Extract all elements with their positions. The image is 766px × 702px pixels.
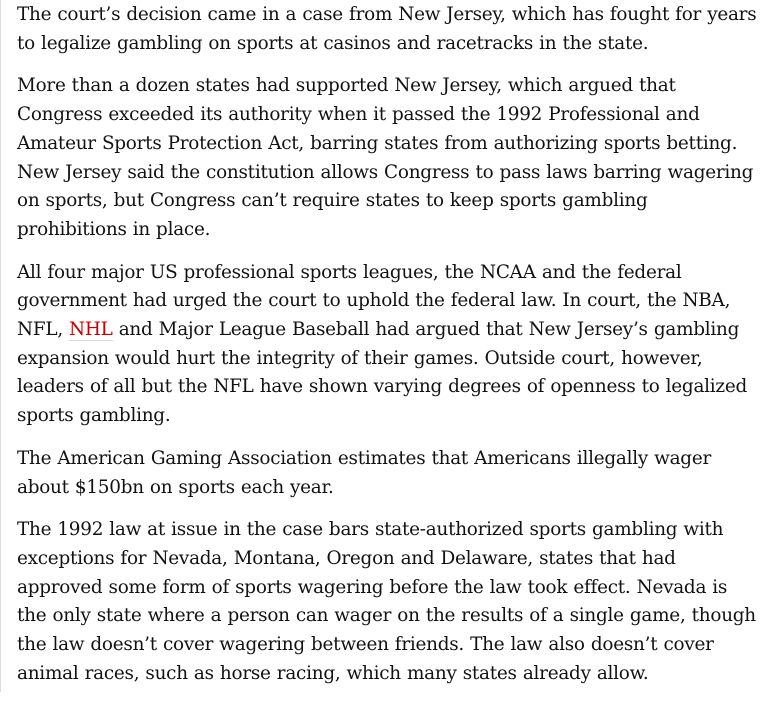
paragraph-states-support: More than a dozen states had supported New Jersey, which argued that Congress exceeded its authority when it passed the 1992 Professional and Amateur Sports Protection Act, barring states from authorizing sports betting. New Jersey said the constitution allows Congress to pass laws barring wagering on sports, but Congress can’t require states to keep sports gambling prohibitions in place. [17, 75, 754, 240]
paragraph-sports-leagues [17, 259, 762, 431]
paragraph-gaming-association: The American Gaming Association estimates that Americans illegally wager about $150bn on sports each year. [17, 447, 711, 498]
left-border-rule [0, 0, 5, 692]
paragraph-text-before-link: All four major US professional sports leagues, the NCAA and the federal government had urged the court to uphold the federal law. In court, the NBA, NFL, [17, 261, 731, 341]
nhl-link[interactable]: NHL [69, 319, 113, 341]
paragraph-court-decision: The court’s decision came in a case from New Jersey, which has fought for years to legalize gambling on sports at casinos and racetracks in the state. [17, 4, 757, 54]
article-body [17, 0, 762, 702]
paragraph-1992-law: The 1992 law at issue in the case bars state-authorized sports gambling with exceptions for Nevada, Montana, Oregon and Delaware, states that had approved some form of sports wagering before the law took effect. Nevada is the only state where a person can wager on the results of a single game, though the law doesn’t cover wagering between friends. The law also doesn’t cover animal races, such as horse racing, which many states already allow. [17, 519, 756, 684]
paragraph-text-after-link: and Major League Baseball had argued that New Jersey’s gambling expansion would hurt the integrity of their games. Outside court, however, leaders of all but the NFL have shown varying degrees of openness to legalized sports gambling. [17, 319, 748, 427]
